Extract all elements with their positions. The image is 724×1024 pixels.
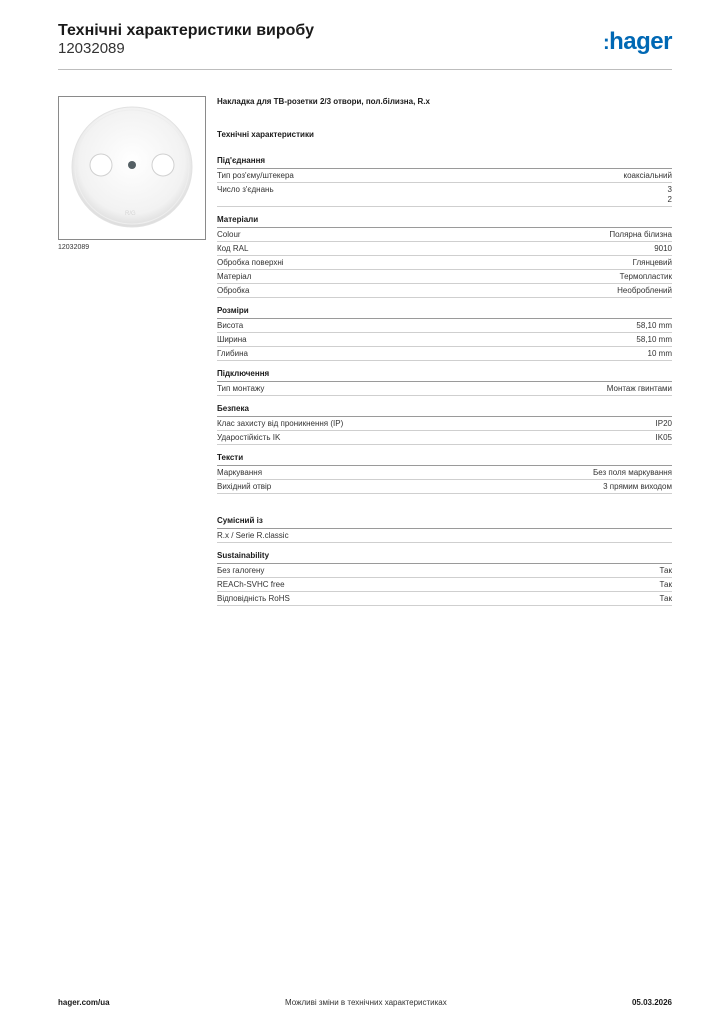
spec-label: Висота (217, 321, 244, 330)
spec-label: Без галогену (217, 566, 265, 575)
section-title: Розміри (217, 306, 672, 319)
spec-section-compatible (217, 516, 672, 543)
spec-value (607, 384, 672, 394)
spec-row (217, 169, 672, 183)
spec-label: Маркування (217, 468, 263, 477)
spec-row (217, 270, 672, 284)
spec-value-line: Без поля маркування (592, 468, 672, 477)
spec-value (593, 468, 672, 478)
spec-value-line: коаксіальний (623, 171, 672, 180)
spec-value-line: 9010 (654, 244, 672, 253)
spec-section (217, 369, 672, 396)
product-description: Накладка для ТВ-розетки 2/3 отвори, пол.білизна, R.x (217, 97, 430, 106)
spec-value (617, 286, 672, 296)
spec-value: Так (659, 594, 672, 603)
spec-value-line: Монтаж гвинтами (606, 384, 672, 393)
spec-value-line: 10 mm (647, 349, 672, 358)
spec-value-line: Термопластик (619, 272, 672, 281)
spec-label: Глибина (217, 349, 248, 358)
spec-value (648, 349, 672, 359)
spec-label: Ширина (217, 335, 247, 344)
spec-row (217, 466, 672, 480)
spec-value-line: Полярна білизна (609, 230, 672, 239)
hager-logo: :hager (602, 28, 672, 55)
spec-value (636, 335, 672, 345)
spec-label: Ударостійкість IK (217, 433, 281, 442)
spec-value (668, 185, 672, 205)
spec-section (217, 156, 672, 207)
spec-row (217, 347, 672, 361)
spec-section (217, 306, 672, 361)
spec-label: Тип роз'єму/штекера (217, 171, 294, 180)
product-code: 12032089 (58, 40, 125, 57)
svg-text:R/G: R/G (125, 211, 136, 217)
section-title: Безпека (217, 404, 672, 417)
spec-sections (217, 156, 672, 494)
spec-row (217, 319, 672, 333)
spec-value (656, 433, 672, 443)
spec-row (217, 592, 672, 606)
spec-label: Colour (217, 230, 241, 239)
spec-row (217, 480, 672, 494)
spec-label: Число з'єднань (217, 185, 274, 194)
spec-value-line: Глянцевий (632, 258, 672, 267)
spec-row (217, 417, 672, 431)
spec-value-line: 2 (667, 195, 672, 204)
footer-date: 05.03.2026 (631, 998, 672, 1007)
section-title: Під'єднання (217, 156, 672, 169)
page-title: Технічні характеристики виробу (58, 22, 314, 39)
spec-row (217, 228, 672, 242)
spec-row (217, 242, 672, 256)
spec-value (656, 419, 672, 429)
spec-value (620, 272, 672, 282)
spec-label: Матеріал (217, 272, 252, 281)
spec-row (217, 529, 672, 543)
spec-section-sustainability (217, 551, 672, 606)
spec-section (217, 404, 672, 445)
spec-label: Тип монтажу (217, 384, 265, 393)
spec-row (217, 431, 672, 445)
section-gap (217, 502, 672, 516)
spec-value (636, 321, 672, 331)
spec-section (217, 215, 672, 298)
spec-value (609, 230, 672, 240)
image-caption: 12032089 (58, 244, 90, 251)
spec-value (633, 258, 672, 268)
spec-value: Так (659, 566, 672, 575)
spec-row (217, 284, 672, 298)
spec-row (217, 578, 672, 592)
spec-value: Так (659, 580, 672, 589)
spec-row (217, 333, 672, 347)
spec-value-line: 58,10 mm (636, 335, 672, 344)
spec-value-line: 58,10 mm (636, 321, 672, 330)
spec-label: R.x / Serie R.classic (217, 531, 289, 540)
socket-cover-icon (59, 97, 205, 239)
spec-value (603, 482, 672, 492)
spec-label: REACh-SVHC free (217, 580, 285, 589)
spec-section (217, 453, 672, 494)
spec-label: Відповідність RoHS (217, 594, 290, 603)
spec-label: Обробка поверхні (217, 258, 284, 267)
spec-label: Вихідний отвір (217, 482, 272, 491)
spec-label: Код RAL (217, 244, 249, 253)
header-divider (58, 69, 672, 70)
spec-value (624, 171, 673, 181)
spec-value-line: Необроблений (617, 286, 672, 295)
section-title: Сумісний із (217, 516, 672, 529)
specs-table (217, 156, 672, 614)
spec-value (654, 244, 672, 254)
section-title: Матеріали (217, 215, 672, 228)
section-title: Підключення (217, 369, 672, 382)
footer-website-link[interactable]: hager.com/ua (58, 998, 110, 1007)
spec-label: Обробка (217, 286, 250, 295)
footer-disclaimer: Можливі зміни в технічних характеристиках (285, 998, 447, 1007)
spec-row (217, 256, 672, 270)
spec-row (217, 183, 672, 207)
specs-heading: Технічні характеристики (217, 130, 314, 139)
spec-label: Клас захисту від проникнення (IP) (217, 419, 344, 428)
spec-value-line: IP20 (655, 419, 672, 428)
section-title: Sustainability (217, 551, 672, 564)
spec-row (217, 382, 672, 396)
spec-value-line: 3 (667, 185, 672, 194)
product-image (58, 96, 206, 240)
spec-value-line: 3 прямим виходом (603, 482, 672, 491)
spec-value-line: IK05 (655, 433, 672, 442)
spec-row (217, 564, 672, 578)
section-title: Тексти (217, 453, 672, 466)
